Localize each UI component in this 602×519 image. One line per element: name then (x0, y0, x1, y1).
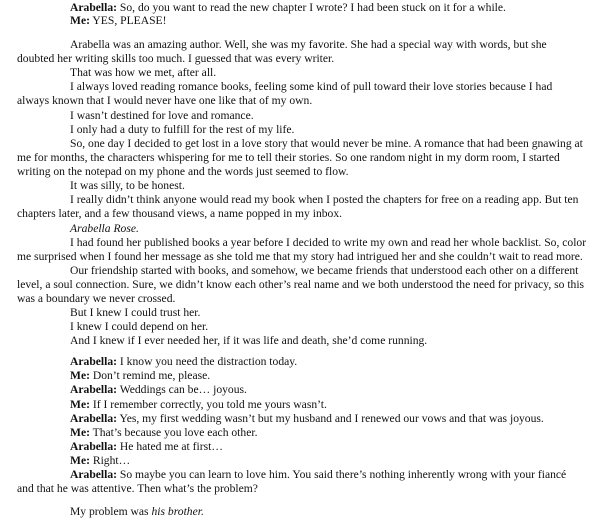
text-line (0, 221, 602, 236)
italic-text: his brother. (151, 505, 204, 518)
line-text: and that he was attentive. Then what’s the problem? (17, 482, 258, 495)
speaker-name: Me: (70, 14, 90, 27)
text-line (0, 37, 602, 52)
text-line (0, 382, 602, 397)
text-line (0, 397, 602, 412)
text-line (0, 150, 602, 165)
text-line (0, 192, 602, 207)
line-text: I knew I could depend on her. (70, 320, 209, 333)
line-text: But I knew I could trust her. (70, 306, 201, 319)
line-text: It was silly, to be honest. (70, 179, 185, 192)
line-text: Right… (89, 454, 131, 467)
text-line (0, 411, 602, 426)
line-text: chapters later, and a few thousand views, a name popped in my inbox. (17, 207, 343, 220)
text-line (0, 122, 602, 137)
text-line (0, 305, 602, 320)
text-line (0, 235, 602, 250)
line-text: I only had a duty to fulfill for the rest of my life. (70, 123, 295, 136)
speaker-name: Arabella: (70, 383, 118, 396)
text-line (0, 108, 602, 123)
text-line (0, 319, 602, 334)
speaker-name: Arabella: (70, 1, 118, 14)
text-line (0, 164, 602, 179)
line-text: doubted her writing skills too much. I guessed that was every writer. (17, 52, 335, 65)
text-line (0, 136, 602, 151)
text-line (0, 291, 602, 306)
text-line (0, 206, 602, 221)
line-text: So maybe you can learn to love him. You said there’s nothing inherently wrong with your fiancé (117, 468, 567, 481)
line-text: Weddings can be… joyous. (117, 383, 247, 396)
text-line (0, 79, 602, 94)
text-line (0, 504, 602, 519)
text-line (0, 333, 602, 348)
line-text: me for months, the characters whispering for me to tell their stories. So one random night in my dorm room, I started (17, 151, 560, 164)
line-text: I really didn’t think anyone would read my book when I posted the chapters for free on a reading app. But ten (70, 193, 579, 206)
line-text: He hated me at first… (117, 440, 223, 453)
line-text: I wasn’t destined for love and romance. (70, 109, 254, 122)
line-text: That’s because you love each other. (89, 426, 258, 439)
line-text: I always loved reading romance books, feeling some kind of pull toward their love stories because I had (70, 80, 553, 93)
text-line (0, 439, 602, 454)
line-text: Arabella was an amazing author. Well, she was my favorite. She had a special way with words, but she (70, 38, 547, 51)
text-line (0, 249, 602, 264)
speaker-name: Arabella: (70, 412, 118, 425)
line-text: And I knew if I ever needed her, if it was life and death, she’d come running. (70, 334, 428, 347)
line-text: I had found her published books a year before I decided to write my own and read her whole backlist. So, color (70, 236, 587, 249)
line-text: writing on the notepad on my phone and the words just seemed to flow. (17, 165, 349, 178)
line-text: Our friendship started with books, and somehow, we became friends that understood each other on a different (70, 264, 579, 277)
line-text: Yes, my first wedding wasn’t but my husband and I renewed our vows and that was joyous. (117, 412, 544, 425)
line-text: So, do you want to read the new chapter I wrote? I had been stuck on it for a while. (117, 1, 506, 14)
italic-text: Arabella Rose. (70, 222, 139, 235)
speaker-name: Me: (70, 426, 90, 439)
text-line (0, 481, 602, 496)
speaker-name: Me: (70, 454, 90, 467)
text-line (0, 51, 602, 66)
text-line (0, 93, 602, 108)
text-line (0, 277, 602, 292)
speaker-name: Arabella: (70, 440, 118, 453)
line-text: My problem was (70, 505, 152, 518)
line-text: So, one day I decided to get lost in a love story that would never be mine. A romance that had been gnawing at (70, 137, 583, 150)
text-line (0, 467, 602, 482)
line-text: YES, PLEASE! (89, 14, 167, 27)
line-text: I know you need the distraction today. (117, 355, 298, 368)
line-text: was a boundary we never crossed. (17, 292, 176, 305)
line-text: me surprised when I found her message as she told me that my story had intrigued her and she couldn’t wait to read more. (17, 250, 583, 263)
line-text: Don’t remind me, please. (89, 369, 211, 382)
line-text: That was how we met, after all. (70, 66, 217, 79)
text-line (0, 354, 602, 369)
line-text: level, a soul connection. Sure, we didn’t know each other’s real name and we both understood the need for privacy, so this (17, 278, 585, 291)
text-line (0, 368, 602, 383)
text-line (0, 178, 602, 193)
text-line (0, 263, 602, 278)
speaker-name: Me: (70, 398, 90, 411)
text-line (0, 425, 602, 440)
text-line (0, 65, 602, 80)
line-text: always known that I would never have one like that of my own. (17, 94, 313, 107)
speaker-name: Me: (70, 369, 90, 382)
speaker-name: Arabella: (70, 355, 118, 368)
line-text: If I remember correctly, you told me yours wasn’t. (89, 398, 327, 411)
speaker-name: Arabella: (70, 468, 118, 481)
text-line (0, 13, 602, 28)
text-line (0, 453, 602, 468)
